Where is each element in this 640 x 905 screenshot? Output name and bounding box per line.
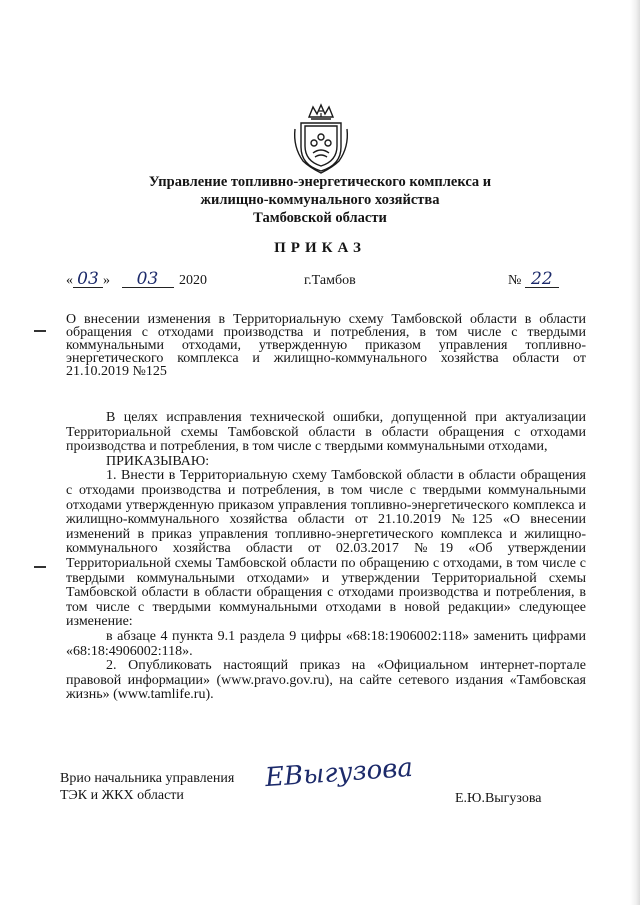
org-name-line-3: Тамбовской области bbox=[253, 210, 387, 226]
order-word: ПРИКАЗЫВАЮ: bbox=[106, 453, 210, 469]
org-name-line-1: Управление топливно-энергетического комплекса и bbox=[148, 174, 492, 190]
body-item-2: 2. Опубликовать настоящий приказ на «Официальном интернет-портале правовой информации» (www.pravo.gov.ru), на сайте сетевого издания «Тамбовская жизнь» (www.tamlife.ru). bbox=[66, 658, 586, 703]
date-day: 03 bbox=[73, 271, 103, 288]
margin-mark bbox=[34, 566, 46, 568]
document-body bbox=[66, 411, 586, 703]
date-quote-close: » bbox=[103, 273, 110, 288]
signatory-position bbox=[60, 770, 234, 804]
document-number bbox=[508, 271, 559, 289]
document-subject: О внесении изменения в Территориальную схему Тамбовской области в области обращения с отходами производства и потребления, в том числе с твердыми коммунальными отходами, утвержденную приказом управления топливно-энергетического комплекса и жилищно-коммунального хозяйства области от 21.10.2019 №125 bbox=[66, 312, 586, 379]
date-month: 03 bbox=[122, 271, 174, 288]
body-preamble: В целях исправления технической ошибки, допущенной при актуализации Территориальной схемы Тамбовской области в области обращения с отходами производства и потребления, в том числе с твердыми коммунальными отходами, bbox=[66, 410, 586, 455]
handwritten-signature: ЕВыгузова bbox=[264, 752, 414, 794]
scan-shadow-edge bbox=[630, 0, 640, 905]
document-city: г.Тамбов bbox=[304, 273, 356, 288]
document-title: ПРИКАЗ bbox=[274, 240, 366, 256]
body-item-1: 1. Внести в Территориальную схему Тамбовской области в области обращения с отходами производства и потребления, в том числе с твердыми коммунальными отходами утвержденную приказом управления топливно-энергетического комплекса и жилищно-коммунального хозяйства области от 21.10.2019 №125 «О внесении изменений в приказ управления топливно-энергетического комплекса и жилищно-коммунального хозяйства области от 02.03.2017 №19 «Об утверждении Территориальной схемы Тамбовской области по обращению с отходами, в том числе с твердыми коммунальными отходами» и утверждении Территориальной схемы Тамбовской области в области обращения с отходами производства и потребления, в том числе с твердыми коммунальными отходами в новой редакции» следующее изменение: bbox=[66, 468, 586, 630]
date-quote-open: « bbox=[66, 273, 73, 288]
coat-of-arms-icon bbox=[291, 103, 351, 175]
org-name-line-2: жилищно-коммунального хозяйства bbox=[200, 192, 440, 208]
body-item-1-change: в абзаце 4 пункта 9.1 раздела 9 цифры «68:18:1906002:118» заменить цифрами «68:18:4906002:118». bbox=[66, 628, 586, 659]
document-date bbox=[66, 271, 207, 289]
number-prefix: № bbox=[508, 273, 522, 288]
date-year: 2020 bbox=[179, 273, 207, 288]
position-line-2: ТЭК и ЖКХ области bbox=[60, 788, 184, 803]
signatory-name: Е.Ю.Выгузова bbox=[455, 791, 542, 806]
margin-mark bbox=[34, 330, 46, 332]
position-line-1: Врио начальника управления bbox=[60, 771, 235, 786]
number-value: 22 bbox=[525, 271, 559, 288]
